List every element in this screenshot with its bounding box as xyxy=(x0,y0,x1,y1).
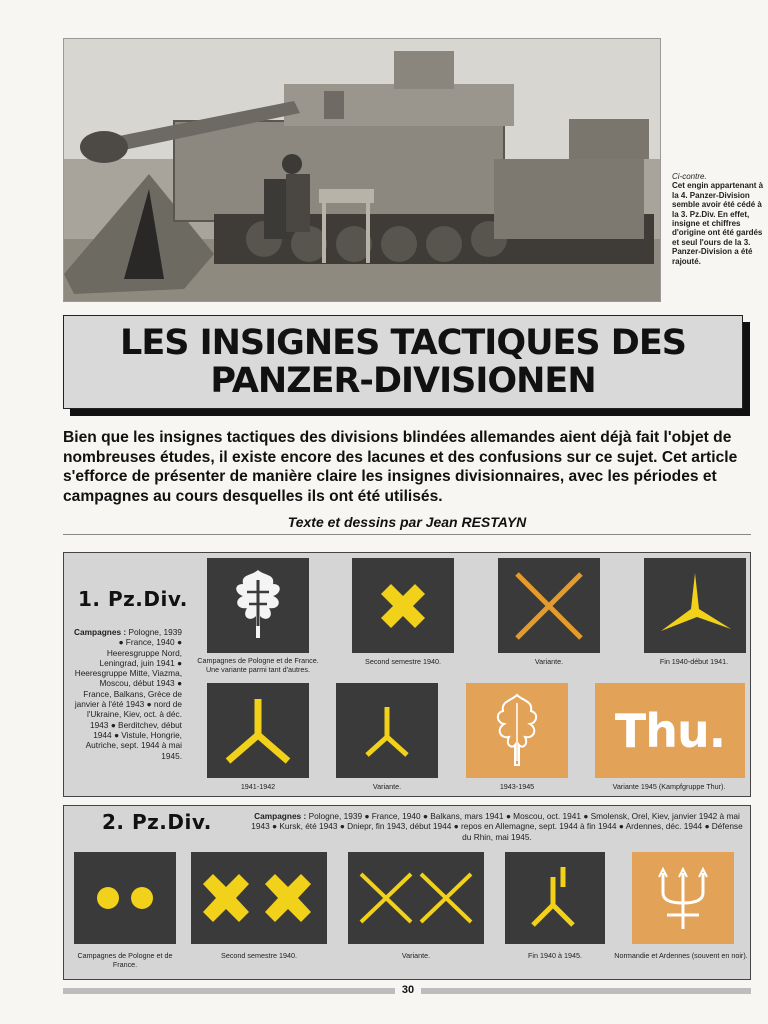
div2-insignia-dots xyxy=(74,852,176,944)
div1-name: 1. Pz.Div. xyxy=(78,587,188,611)
div2-name: 2. Pz.Div. xyxy=(102,810,212,834)
div1-caption-3: Variante. xyxy=(534,657,564,666)
double-cross-icon xyxy=(199,870,319,926)
byline: Texte et dessins par Jean RESTAYN xyxy=(63,514,751,535)
div1-campaigns xyxy=(72,627,182,761)
intro-paragraph: Bien que les insignes tactiques des divisions blindées allemandes aient déjà fait l'objet de nombreuses études, il existe encore des lacunes et des confusions sur ce sujet. Cet article s'efforce de présenter de manière claire les insignes divisionnaires, avec les périodes et campagnes au cours desquelles ils ont été utilisés. xyxy=(63,429,738,505)
caption-lead: Ci-contre. xyxy=(672,172,707,181)
div2-campaigns-text: Pologne, 1939 ● France, 1940 ● Balkans, mars 1941 ● Moscou, oct. 1941 ● Smolensk, Orel, Kiev, janvier 1942 à mai 1943 ● Kursk, été 1943 ● Dniepr, fin 1943, début 1944 ● repos en Allemagne, sept. 1944 à fin 1944 ● Ardennes, déc. 1944 ● Défense du Rhin, mai 1945. xyxy=(251,811,743,842)
y-rune-icon xyxy=(218,691,298,771)
article-title xyxy=(64,316,742,400)
thin-double-cross-icon xyxy=(357,870,475,926)
div1-caption-6: Variante. xyxy=(372,782,402,791)
two-dots-icon xyxy=(90,883,160,913)
div2-panel xyxy=(63,805,751,980)
div1-insignia-thu xyxy=(595,683,745,778)
title-line-1: LES INSIGNES TACTIQUES DES xyxy=(120,323,686,363)
oakleaf-outline-icon xyxy=(487,691,547,771)
photo-caption xyxy=(672,172,764,266)
y-rune-bar-icon xyxy=(525,863,585,933)
div1-insignia-cross-yellow xyxy=(352,558,454,653)
div2-caption-4: Fin 1940 à 1945. xyxy=(528,951,582,960)
tripod-icon xyxy=(655,571,735,641)
thin-cross-icon xyxy=(509,566,589,646)
div1-insignia-thin-cross xyxy=(498,558,600,653)
div1-insignia-oakleaf-outline xyxy=(466,683,568,778)
div1-caption-2: Second semestre 1940. xyxy=(365,657,441,666)
trident-icon xyxy=(653,863,713,933)
div2-insignia-y-bar xyxy=(505,852,605,944)
div1-panel xyxy=(63,552,751,797)
title-line-2: PANZER-DIVISIONEN xyxy=(210,361,596,401)
div2-campaigns-label: Campagnes : xyxy=(254,811,307,821)
div1-insignia-star-yellow xyxy=(644,558,746,653)
div1-caption-7: 1943-1945 xyxy=(499,782,535,791)
oakleaf-icon xyxy=(223,566,293,646)
thu-label: Thu. xyxy=(614,703,726,758)
div1-campaigns-text: Pologne, 1939 ● France, 1940 ● Heeresgruppe Nord, Leningrad, juin 1941 ● Heeresgruppe Mitte, Viazma, Moscou, début 1943 ● France, Balkans, Grèce de janvier à l'été 1943 ● nord de l'Ukraine, Kiev, oct. à déc. 1943 ● Berditchev, début 1944 ● Vistule, Hongrie, Autriche, sept. 1944 à mai 1945. xyxy=(74,627,182,761)
page-number: 30 xyxy=(395,984,421,996)
div2-caption-5: Normandie et Ardennes (souvent en noir). xyxy=(614,951,748,960)
div1-caption-5: 1941-1942 xyxy=(240,782,276,791)
div2-caption-1: Campagnes de Pologne et de France. xyxy=(77,951,173,969)
div1-insignia-y-large xyxy=(207,683,309,778)
div2-insignia-trident xyxy=(632,852,734,944)
div2-campaigns xyxy=(250,811,744,842)
tank-photo xyxy=(63,38,661,302)
div1-insignia-oakleaf-white xyxy=(207,558,309,653)
y-rune-small-icon xyxy=(357,701,417,761)
div1-caption-1: Campagnes de Pologne et de France. Une variante parmi tant d'autres. xyxy=(197,656,319,674)
div2-insignia-double-cross xyxy=(191,852,327,944)
div2-insignia-thin-double-cross xyxy=(348,852,484,944)
div1-campaigns-label: Campagnes : xyxy=(74,627,127,637)
div2-caption-2: Second semestre 1940. xyxy=(221,951,297,960)
div1-caption-8: Variante 1945 (Kampfgruppe Thur). xyxy=(612,782,726,791)
div1-caption-4: Fin 1940-début 1941. xyxy=(659,657,729,666)
title-box xyxy=(63,315,743,409)
div1-insignia-y-small xyxy=(336,683,438,778)
caption-text: Cet engin appartenant à la 4. Panzer-Division semble avoir été cédé à la 3. Pz.Div. En effet, insigne et chiffres d'origine ont été gardés et seul l'ours de la 3. Panzer-Division a été rajouté. xyxy=(672,181,764,266)
cross-icon xyxy=(373,576,433,636)
div2-caption-3: Variante. xyxy=(401,951,431,960)
